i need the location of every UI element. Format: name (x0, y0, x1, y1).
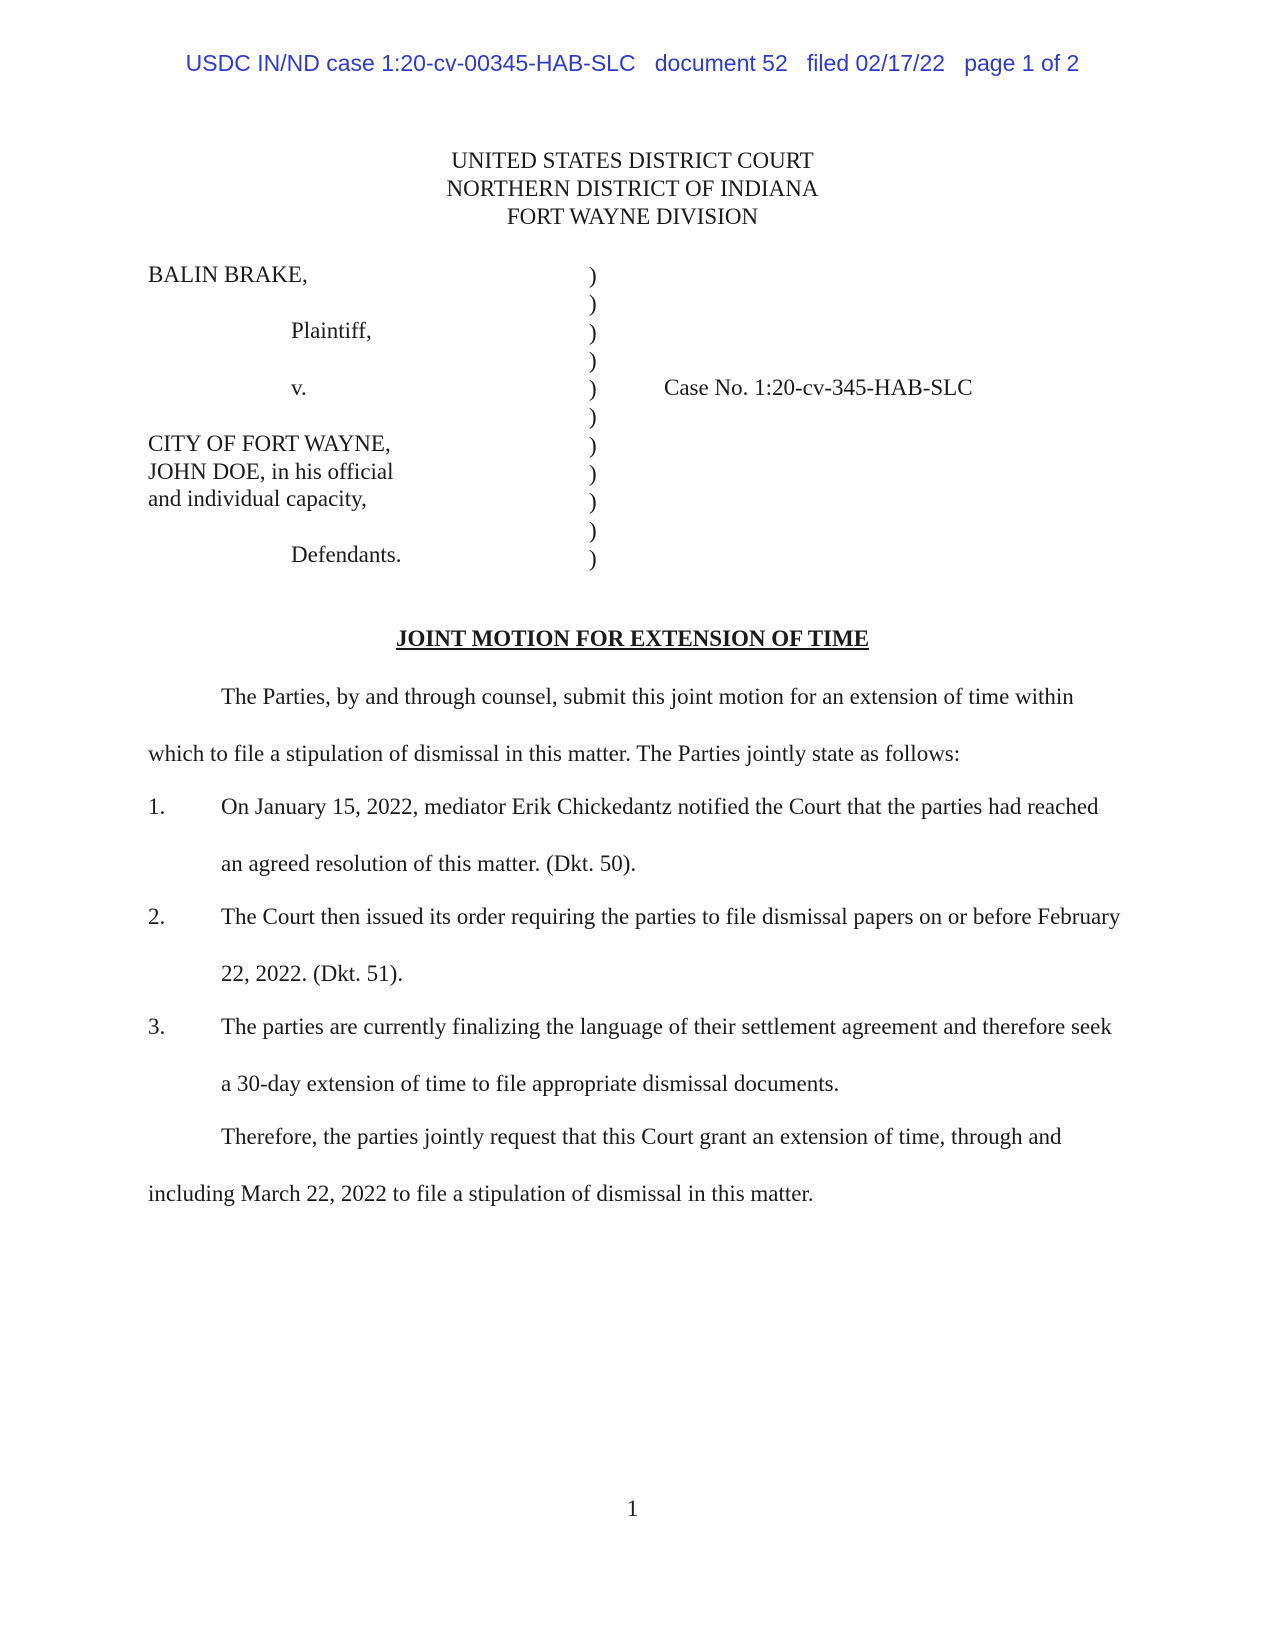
item-number: 1. (148, 794, 166, 819)
item-number: 2. (148, 904, 166, 929)
court-name: UNITED STATES DISTRICT COURT (451, 148, 814, 173)
caption-paren: ) (589, 432, 597, 458)
ecf-page-count: page 1 of 2 (964, 50, 1080, 76)
caption-paren: ) (589, 263, 597, 288)
item-text: On January 15, 2022, mediator Erik Chickedantz notified the Court that the parties had reached an agreed resolution of this matter. (Dkt. 50). (221, 794, 1099, 876)
caption-paren: ) (589, 461, 597, 487)
ecf-filed-date: filed 02/17/22 (806, 50, 946, 76)
case-caption (148, 262, 1148, 571)
case-number: Case No. 1:20-cv-345-HAB-SLC (664, 375, 973, 400)
item-text: The parties are currently finalizing the language of their settlement agreement and therefore seek a 30-day extension of time to file appropriate dismissal documents. (221, 1014, 1112, 1096)
caption-paren: ) (589, 404, 597, 430)
caption-paren: ) (589, 347, 597, 373)
ecf-filing-header (0, 50, 1265, 77)
document-title: JOINT MOTION FOR EXTENSION OF TIME (395, 626, 870, 651)
ecf-document-number: document 52 (654, 50, 788, 76)
caption-paren: ) (589, 517, 597, 543)
caption-paren: ) (589, 291, 597, 317)
court-division: FORT WAYNE DIVISION (506, 204, 759, 229)
caption-paren: ) (589, 545, 597, 571)
ecf-case-number: USDC IN/ND case 1:20-cv-00345-HAB-SLC (185, 50, 636, 76)
conclusion-paragraph: Therefore, the parties jointly request that this Court grant an extension of time, through and including March 22, 2022 to file a stipulation of dismissal in this matter. (148, 1124, 1062, 1206)
caption-paren: ) (589, 376, 597, 402)
caption-paren: ) (589, 319, 597, 345)
plaintiff-name: BALIN BRAKE, (148, 262, 308, 287)
item-text: The Court then issued its order requiring the parties to file dismissal papers on or before February 22, 2022. (Dkt. 51). (221, 904, 1121, 986)
intro-paragraph: The Parties, by and through counsel, submit this joint motion for an extension of time within which to file a stipulation of dismissal in this matter. The Parties jointly state as follows: (148, 684, 1074, 766)
defendants-label: Defendants. (291, 542, 402, 567)
plaintiff-label: Plaintiff, (291, 318, 372, 343)
defendant-name-line1: CITY OF FORT WAYNE, (148, 431, 391, 456)
court-heading (0, 147, 1265, 231)
versus-label: v. (291, 375, 307, 400)
defendant-name-line2: JOHN DOE, in his official (148, 459, 394, 484)
item-number: 3. (148, 1014, 166, 1039)
page-number: 1 (626, 1496, 639, 1521)
court-district: NORTHERN DISTRICT OF INDIANA (446, 176, 819, 201)
caption-paren: ) (589, 489, 597, 515)
caption-parentheses (589, 262, 597, 573)
defendant-name-line3: and individual capacity, (148, 486, 367, 511)
